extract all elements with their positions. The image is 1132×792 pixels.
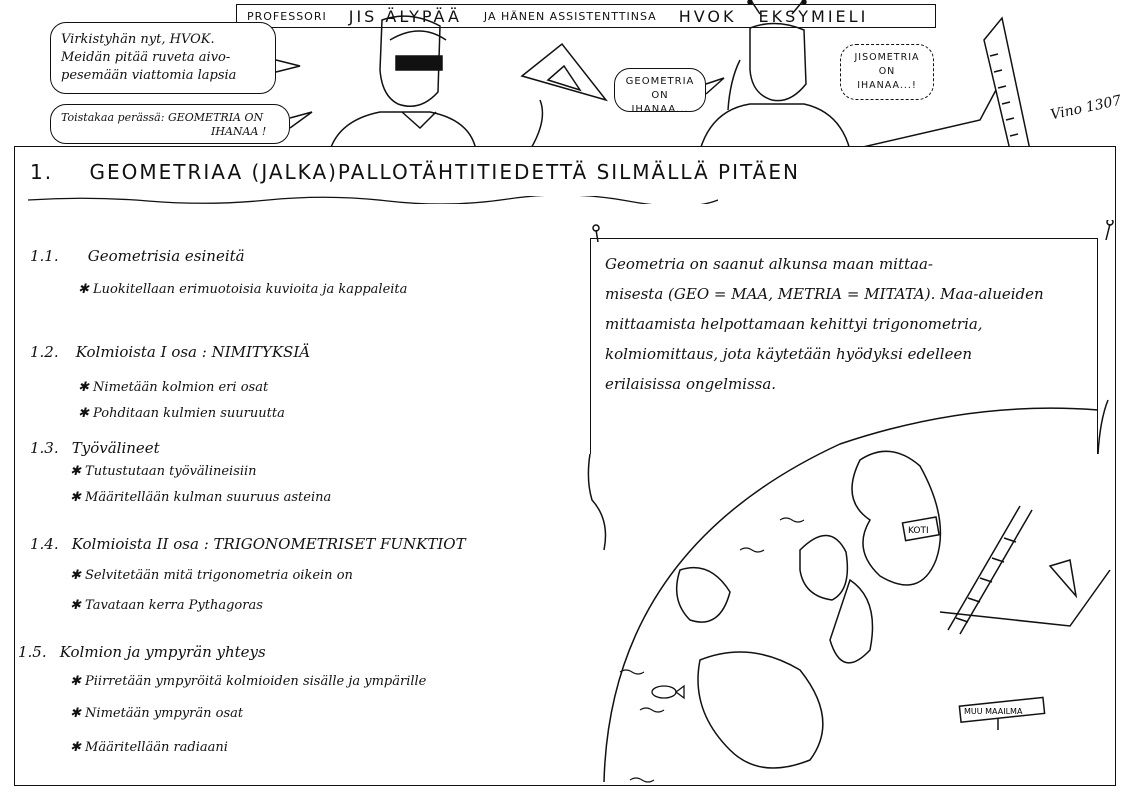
section-number: 1.4. <box>30 535 59 553</box>
note-line: Geometria on saanut alkunsa maan mittaa- <box>605 255 933 273</box>
bubble-line: pesemään viattomia lapsia <box>61 68 237 83</box>
bubble-tail <box>276 60 300 72</box>
section-1-2 <box>30 342 310 361</box>
title-underline <box>28 196 718 204</box>
list-item: ✱ Nimetään ympyrän osat <box>70 706 244 721</box>
bubble-line: IHANAA ! <box>211 125 267 138</box>
banner-professori: PROFESSORI <box>247 9 327 23</box>
list-item-text: Määritellään radiaani <box>85 740 228 755</box>
bubble-line: Toistakaa perässä: GEOMETRIA ON <box>61 111 264 124</box>
note-line: kolmiomittaus, jota käytetään hyödyksi edelleen <box>605 345 973 363</box>
section-title: Kolmioista II osa : TRIGONOMETRISET FUNKTIOT <box>71 535 466 553</box>
professor-speech-bubble-1 <box>50 22 276 94</box>
list-item: ✱ Määritellään radiaani <box>70 740 228 755</box>
section-number: 1.2. <box>30 343 59 361</box>
list-item: ✱ Luokitellaan erimuotoisia kuvioita ja kappaleita <box>78 282 408 297</box>
section-1-4 <box>30 534 466 553</box>
list-item-text: Nimetään kolmion eri osat <box>93 380 269 395</box>
section-title: Geometrisia esineitä <box>87 247 245 265</box>
list-item-text: Tavataan kerra Pythagoras <box>85 598 263 613</box>
list-item: ✱ Selvitetään mitä trigonometria oikein on <box>70 568 353 583</box>
note-line: erilaisissa ongelmissa. <box>605 375 777 393</box>
bubble-tail <box>290 112 312 128</box>
banner-professor-name: JIS ÄLYPÄÄ <box>348 6 462 26</box>
banner-assistant-name-b: EKSYMIELI <box>758 6 869 26</box>
note-line: mittaamista helpottamaan kehittyi trigonometria, <box>605 315 983 333</box>
pin-icon <box>1107 220 1113 225</box>
bubble-line: GEOMETRIA <box>625 76 695 87</box>
list-item-text: Selvitetään mitä trigonometria oikein on <box>85 568 353 583</box>
bubble-line: Meidän pitää ruveta aivo- <box>61 50 231 65</box>
chapter-title <box>30 160 800 184</box>
section-title: Työvälineet <box>71 439 160 457</box>
section-title: Kolmion ja ympyrän yhteys <box>59 643 266 661</box>
list-item-text: Pohditaan kulmien suuruutta <box>93 406 285 421</box>
artist-signature: Vino 1307 <box>1049 92 1123 124</box>
list-item-text: Luokitellaan erimuotoisia kuvioita ja kappaleita <box>93 282 408 297</box>
sea-waves <box>620 518 804 782</box>
assistant-speech-bubble-1 <box>614 68 706 115</box>
section-number: 1.3. <box>30 439 59 457</box>
section-1-5 <box>18 642 266 661</box>
set-square-icon <box>522 44 606 100</box>
professor-speech-bubble-2 <box>50 104 290 144</box>
list-item: ✱ Tavataan kerra Pythagoras <box>70 598 263 613</box>
sign-home-text: KOTI <box>908 526 929 536</box>
chapter-number: 1. <box>30 160 54 184</box>
list-item-text: Tutustutaan työvälineisiin <box>85 464 257 479</box>
list-item-text: Määritellään kulman suuruus asteina <box>85 490 332 505</box>
sign-world <box>959 697 1044 730</box>
professor-figure <box>330 16 542 150</box>
list-item: ✱ Tutustutaan työvälineisiin <box>70 464 257 479</box>
section-1-1 <box>30 246 245 265</box>
section-number: 1.5. <box>18 643 47 661</box>
section-title: Kolmioista I osa : NIMITYKSIÄ <box>75 343 311 361</box>
section-number: 1.1. <box>30 247 59 265</box>
list-item-text: Nimetään ympyrän osat <box>85 706 244 721</box>
note-line: misesta (GEO = MAA, METRIA = MITATA). Maa-alueiden <box>605 285 1044 303</box>
bubble-line: Virkistyhän nyt, HVOK. <box>61 32 215 47</box>
sign-world-text: MUU MAAILMA <box>964 707 1023 716</box>
list-item-text: Piirretään ympyröitä kolmioiden sisälle ja ympärille <box>85 674 427 689</box>
bubble-line: IHANAA...! <box>857 80 917 91</box>
list-item: ✱ Nimetään kolmion eri osat <box>78 380 269 395</box>
list-item: ✱ Piirretään ympyröitä kolmioiden sisälle ja ympärille <box>70 674 427 689</box>
list-item: ✱ Pohditaan kulmien suuruutta <box>78 406 285 421</box>
bubble-tail <box>706 78 724 94</box>
section-1-3 <box>30 438 160 457</box>
fish-icon <box>652 686 684 698</box>
list-item: ✱ Määritellään kulman suuruus asteina <box>70 490 332 505</box>
bubble-line: ON <box>878 66 896 77</box>
sign-home <box>903 517 940 541</box>
ruler-icon <box>984 18 1030 150</box>
pin-icon <box>1106 224 1110 240</box>
banner-middle: JA HÄNEN ASSISTENTTINSA <box>483 9 657 23</box>
banner-assistant-name-a: HVOK <box>678 6 737 26</box>
bubble-line: JISOMETRIA <box>854 52 920 63</box>
bubble-line: ON IHANAA... <box>631 90 689 115</box>
pin-icon <box>596 230 598 242</box>
assistant-thought-bubble <box>840 44 934 100</box>
chapter-title-text: GEOMETRIAA (JALKA)PALLOTÄHTITIEDETTÄ SILMÄLLÄ PITÄEN <box>89 160 800 184</box>
globe-illustration <box>580 220 1116 786</box>
